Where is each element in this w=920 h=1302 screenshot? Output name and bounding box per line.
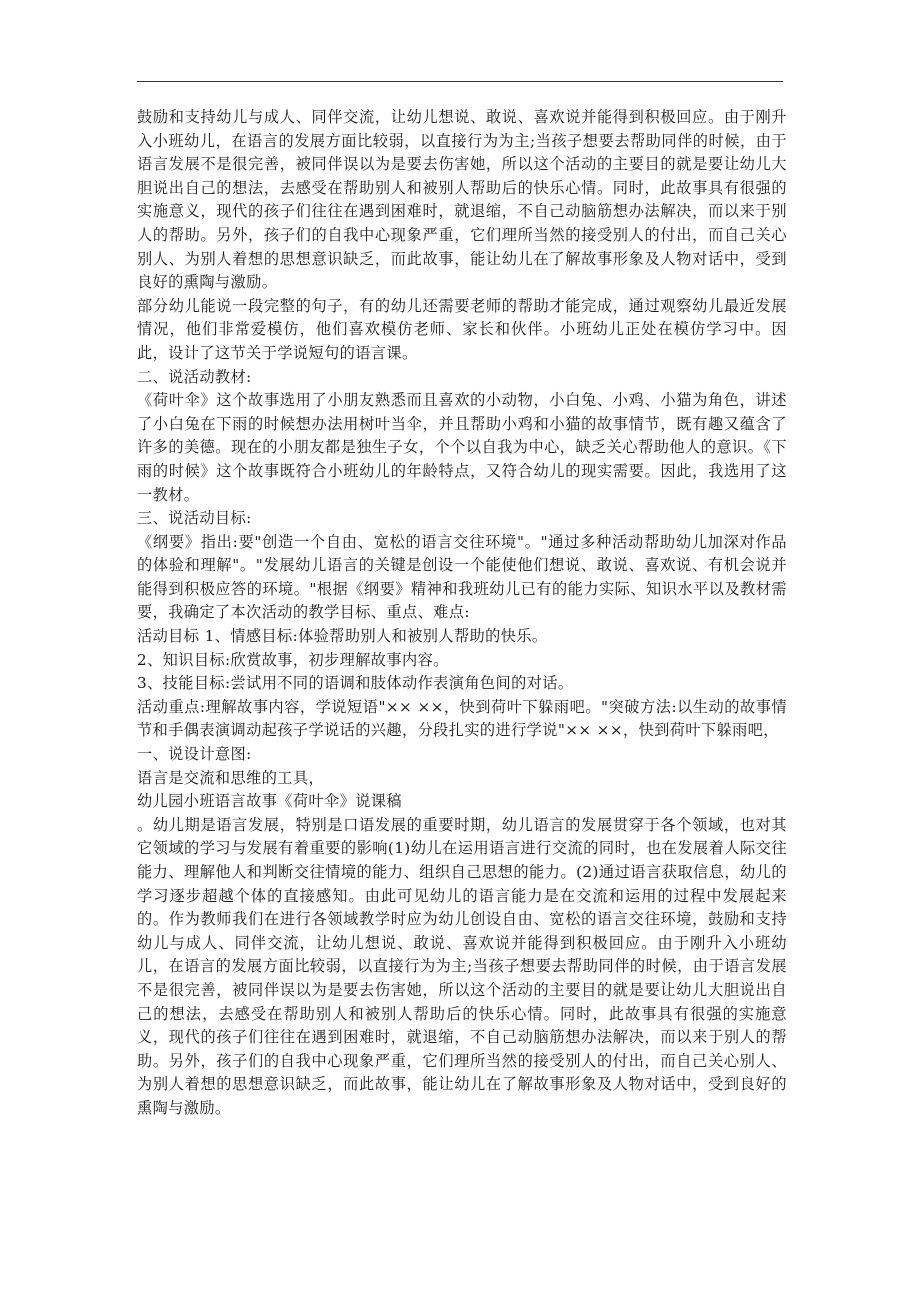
paragraph: 活动目标 1、情感目标:体验帮助别人和被别人帮助的快乐。 [137, 627, 548, 646]
paragraph: 语言是交流和思维的工具， [137, 768, 325, 787]
paragraph: 3、技能目标:尝试用不同的语调和肢体动作表演角色间的对话。 [137, 674, 574, 693]
paragraph: 2、知识目标:欣赏故事，初步理解故事内容。 [137, 650, 449, 669]
document-title: 幼儿园小班语言故事《荷叶伞》说课稿 [137, 792, 402, 811]
header-rule [137, 81, 783, 82]
section-heading: 三、说活动目标: [137, 509, 252, 528]
paragraph: 部分幼儿能说一段完整的句子，有的幼儿还需要老师的帮助才能完成，通过观察幼儿最近发展情况，他们非常爱模仿，他们喜欢模仿老师、家长和伙伴。小班幼儿正处在模仿学习中。因此，设计了这节关于学说短句的语言课。 [137, 296, 787, 362]
paragraph: 《纲要》指出:要"创造一个自由、宽松的语言交往环境"。"通过多种活动帮助幼儿加深对作品的体验和理解"。"发展幼儿语言的关键是创设一个能使他们想说、敢说、喜欢说、有机会说并能得到积极应答的环境。"根据《纲要》精神和我班幼儿已有的能力实际、知识水平以及教材需要，我确定了本次活动的教学目标、重点、难点: [137, 532, 787, 622]
section-heading: 二、说活动教材: [137, 367, 252, 386]
section-heading: 一、说设计意图: [137, 745, 252, 764]
paragraph: 活动重点:理解故事内容，学说短语"×× ××，快到荷叶下躲雨吧。"突破方法:以生动的故事情节和手偶表演调动起孩子学说话的兴趣，分段扎实的进行学说"×× ××，快到荷叶下躲雨吧， [137, 697, 787, 740]
paragraph: 《荷叶伞》这个故事选用了小朋友熟悉而且喜欢的小动物，小白兔、小鸡、小猫为角色，讲述了小白兔在下雨的时候想办法用树叶当伞，并且帮助小鸡和小猫的故事情节，既有趣又蕴含了许多的美德。现在的小朋友都是独生子女，个个以自我为中心，缺乏关心帮助他人的意识。《下雨的时候》这个故事既符合小班幼儿的年龄特点，又符合幼儿的现实需要。因此，我选用了这一教材。 [137, 391, 787, 504]
paragraph: 鼓励和支持幼儿与成人、同伴交流，让幼儿想说、敢说、喜欢说并能得到积极回应。由于刚升入小班幼儿，在语言的发展方面比较弱，以直接行为为主;当孩子想要去帮助同伴的时候，由于语言发展不是很完善，被同伴误以为是要去伤害她，所以这个活动的主要目的就是要让幼儿大胆说出自己的想法，去感受在帮助别人和被别人帮助后的快乐心情。同时，此故事具有很强的实施意义，现代的孩子们往往在遇到困难时，就退缩，不自己动脑筋想办法解决，而以来于别人的帮助。另外，孩子们的自我中心现象严重，它们理所当然的接受别人的付出，而自己关心别人、为别人着想的思想意识缺乏，而此故事，能让幼儿在了解故事形象及人物对话中，受到良好的熏陶与激励。 [137, 108, 787, 292]
document-body [137, 106, 787, 1121]
paragraph: 。幼儿期是语言发展，特别是口语发展的重要时期，幼儿语言的发展贯穿于各个领域，也对其它领域的学习与发展有着重要的影响(1)幼儿在运用语言进行交流的同时，也在发展着人际交往能力、理解他人和判断交往情境的能力、组织自己思想的能力。(2)通过语言获取信息，幼儿的学习逐步超越个体的直接感知。由此可见幼儿的语言能力是在交流和运用的过程中发展起来的。作为教师我们在进行各领域教学时应为幼儿创设自由、宽松的语言交往环境，鼓励和支持幼儿与成人、同伴交流，让幼儿想说、敢说、喜欢说并能得到积极回应。由于刚升入小班幼儿，在语言的发展方面比较弱，以直接行为为主;当孩子想要去帮助同伴的时候，由于语言发展不是很完善，被同伴误以为是要去伤害她，所以这个活动的主要目的就是要让幼儿大胆说出自己的想法，去感受在帮助别人和被别人帮助后的快乐心情。同时，此故事具有很强的实施意义，现代的孩子们往往在遇到困难时，就退缩，不自己动脑筋想办法解决，而以来于别人的帮助。另外，孩子们的自我中心现象严重，它们理所当然的接受别人的付出，而自己关心别人、为别人着想的思想意识缺乏，而此故事，能让幼儿在了解故事形象及人物对话中，受到良好的熏陶与激励。 [137, 815, 787, 1117]
